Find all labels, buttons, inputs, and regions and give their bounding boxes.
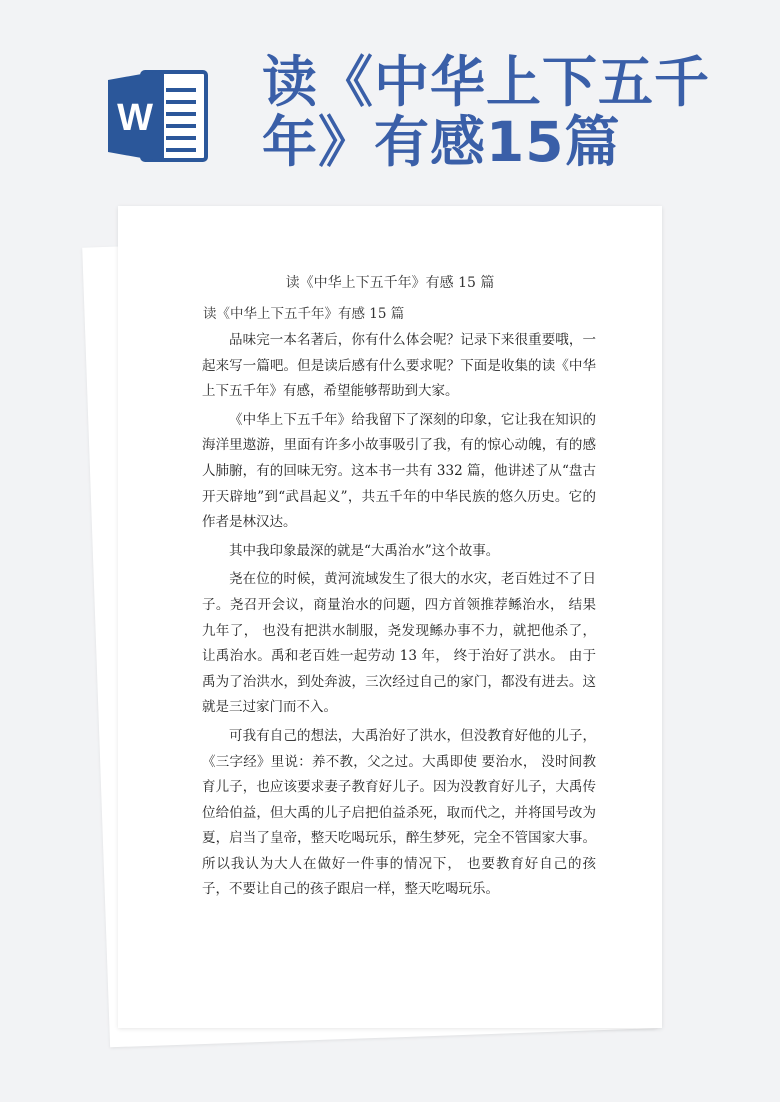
paragraph-reflection: 可我有自己的想法，大禹治好了洪水，但没教育好他的儿子，《三字经》里说：养不教，父之过。大禹即使 要治水， 没时间教育儿子，也应该要求妻子教育好儿子。因为没教育好儿子，大禹传位给伯益，但大禹的儿子启把伯益杀死，取而代之，并将国号改为夏，启当了皇帝，整天吃喝玩乐，醉生梦死，完全不管国家大事。所以我认为大人在做好一件事的情况下， 也要教育好自己的孩子，不要让自己的孩子跟启一样，整天吃喝玩乐。 [202, 727, 596, 898]
document-page [118, 206, 662, 1028]
word-document-icon [108, 70, 208, 162]
paragraph-story: 尧在位的时候，黄河流域发生了很大的水灾，老百姓过不了日子。尧召开会议，商量治水的问题，四方首领推荐鲧治水， 结果九年了， 也没有把洪水制服，尧发现鲧办事不力，就把他杀了，让禹治水。禹和老百姓一起劳动 13 年， 终于治好了洪水。 由于禹为了治洪水，到处奔波，三次经过自己的家门，都没有进去。这就是三过家门而不入。 [202, 571, 596, 716]
document-title: 读《中华上下五千年》有感 15 篇 [285, 275, 495, 291]
paragraph-impression: 《中华上下五千年》给我留下了深刻的印象，它让我在知识的海洋里遨游，里面有许多小故事吸引了我，有的惊心动魄，有的感人肺腑，有的回味无穷。这本书一共有 332 篇，他讲述了从“盘古开天辟地”到“武昌起义”，共五千年的中华民族的悠久历史。它的作者是林汉达。 [202, 411, 596, 531]
banner-title [262, 52, 710, 172]
paragraph-intro: 品味完一本名著后，你有什么体会呢？记录下来很重要哦，一起来写一篇吧。但是读后感有什么要求呢？下面是收集的读《中华上下五千年》有感，希望能够帮助到大家。 [202, 332, 596, 400]
paragraph-favorite-story: 其中我印象最深的就是“大禹治水”这个故事。 [229, 542, 500, 559]
document-body [202, 328, 596, 906]
banner-title-line-1: 读《中华上下五千 [262, 50, 711, 114]
document-subtitle: 读《中华上下五千年》有感 15 篇 [203, 306, 405, 322]
word-logo-letter: W [117, 97, 153, 139]
banner-title-line-2: 年》有感15篇 [262, 110, 621, 174]
